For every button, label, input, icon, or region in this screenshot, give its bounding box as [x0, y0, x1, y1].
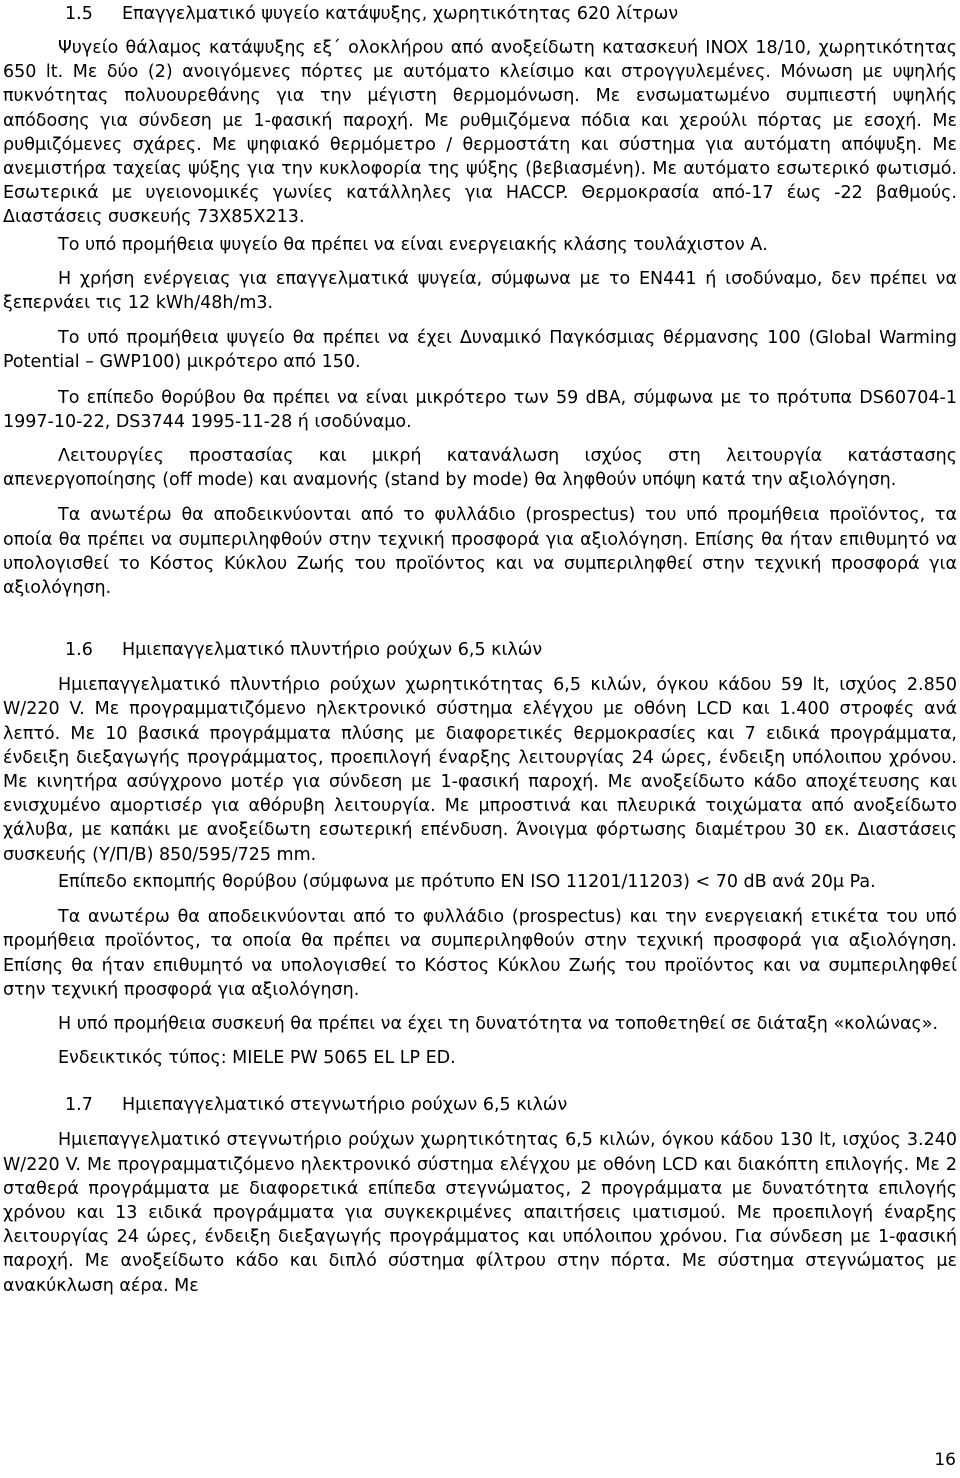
paragraph-1-5-energy-use: Η χρήση ενέργειας για επαγγελματικά ψυγεία, σύμφωνα με το EN441 ή ισοδύναμο, δεν πρέπει να ξεπερνάει τις 12 kWh/48h/m3.	[3, 268, 957, 314]
paragraph-1-6-model: Ενδεικτικός τύπος: MIELE PW 5065 EL LP ED.	[58, 1048, 456, 1069]
paragraph-1-5-description: Ψυγείο θάλαμος κατάψυξης εξ΄ ολοκλήρου από ανοξείδωτη κατασκευή INOX 18/10, χωρητικότητας 650 lt. Με δύο (2) ανοιγόμενες πόρτες με αυτόματο κλείσιμο και στρογγυλεμένες. Μόνωση με υψηλής πυκνότητας πολυουρεθάνης για την μέγιστη θερμομόνωση. Με ενσωματωμένο συμπιεστή υψηλής απόδοσης για σύνδεση με 1-φασική παροχή. Με ρυθμιζόμενα πόδια και χερούλι πόρτας με εσοχή. Με ρυθμιζόμενες σχάρες. Με ψηφιακό θερμόμετρο / θερμοστάτη και σύστημα για αυτόματη απόψυξη. Με ανεμιστήρα ταχείας ψύξης για την κυκλοφορία της ψύξης (βεβιασμένη). Με αυτόματο εσωτερικό φωτισμό. Εσωτερικά με υγειονομικές γωνίες κατάλληλες για HACCP. Θερμοκρασία από-17 έως -22 βαθμούς. Διαστάσεις συσκευής 73Χ85Χ213.	[3, 38, 957, 228]
paragraph-1-5-gwp: Το υπό προμήθεια ψυγείο θα πρέπει να έχει Δυναμικό Παγκόσμιας θέρμανσης 100 (Global Warming Potential – GWP100) μικρότερο από 150.	[3, 328, 957, 373]
paragraph-1-5-standby: Λειτουργίες προστασίας και μικρή κατανάλωση ισχύος στη λειτουργία κατάστασης απενεργοποίησης (off mode) και αναμονής (stand by mode) θα ληφθούν υπόψη κατά την αξιολόγηση.	[3, 446, 957, 491]
paragraph-1-6-stacking: Η υπό προμήθεια συσκευή θα πρέπει να έχει τη δυνατότητα να τοποθετηθεί σε διάταξη «κολώνας».	[58, 1013, 939, 1034]
paragraph-1-5-energy-class: Το υπό προμήθεια ψυγείο θα πρέπει να είναι ενεργειακής κλάσης τουλάχιστον Α.	[58, 234, 768, 255]
paragraph-1-5-prospectus: Τα ανωτέρω θα αποδεικνύονται από το φυλλάδιο (prospectus) του υπό προμήθεια προϊόντος, τα οποία θα πρέπει να συμπεριληφθούν στην τεχνική προσφορά για αξιολόγηση. Επίσης θα ήταν επιθυμητό να υπολογισθεί το Κόστος Κύκλου Ζωής του προϊόντος και να συμπεριληφθεί στην τεχνική προσφορά για αξιολόγηση.	[3, 505, 957, 599]
paragraph-1-6-description: Ημιεπαγγελματικό πλυντήριο ρούχων χωρητικότητας 6,5 κιλών, όγκου κάδου 59 lt, ισχύος 2.850 W/220 V. Με προγραμματιζόμενο ηλεκτρονικό σύστημα ελέγχου με οθόνη LCD και 1.400 στροφές ανά λεπτό. Με 10 βασικά προγράμματα πλύσης με διαφορετικές θερμοκρασίες και 7 ειδικά προγράμματα, ένδειξη διεξαγωγής προγράμματος, προεπιλογή έναρξης λειτουργίας 24 ώρες, ένδειξη υπόλοιπου χρόνου. Με κινητήρα ασύγχρονο μοτέρ για σύνδεση με 1-φασική παροχή. Με ανοξείδωτο κάδο αποχέτευσης και ενισχυμένο αμορτισέρ για αθόρυβη λειτουργία. Με μπροστινά και πλευρικά τοιχώματα από ανοξείδωτο χάλυβα, με καπάκι με ανοξείδωτη εσωτερική επένδυση. Άνοιγμα φόρτωσης διαμέτρου 30 εκ. Διαστάσεις συσκευής (Υ/Π/Β) 850/595/725 mm.	[3, 675, 957, 865]
section-title: Ημιεπαγγελματικό πλυντήριο ρούχων 6,5 κιλών	[122, 640, 543, 661]
section-heading-1-6	[65, 638, 957, 662]
page-number: 16	[934, 1450, 956, 1470]
section-title: Ημιεπαγγελματικό στεγνωτήριο ρούχων 6,5 κιλών	[122, 1095, 568, 1116]
paragraph-1-6-prospectus: Τα ανωτέρω θα αποδεικνύονται από το φυλλάδιο (prospectus) και την ενεργειακή ετικέτα του υπό προμήθεια προϊόντος, τα οποία θα πρέπει να συμπεριληφθούν στην τεχνική προσφορά για αξιολόγηση. Επίσης θα ήταν επιθυμητό να υπολογισθεί το Κόστος Κύκλου Ζωής του προϊόντος και να συμπεριληφθεί στην τεχνική προσφορά για αξιολόγηση.	[3, 907, 957, 1000]
section-title: Επαγγελματικό ψυγείο κατάψυξης, χωρητικότητας 620 λίτρων	[122, 4, 679, 24]
section-number: 1.5	[65, 4, 93, 24]
section-number: 1.6	[65, 640, 93, 661]
paragraph-1-5-noise: Το επίπεδο θορύβου θα πρέπει να είναι μικρότερο των 59 dBA, σύμφωνα με το πρότυπα DS60704-1 1997-10-22, DS3744 1995-11-28 ή ισοδύναμο.	[3, 387, 957, 432]
paragraph-1-7-description: Ημιεπαγγελματικό στεγνωτήριο ρούχων χωρητικότητας 6,5 κιλών, όγκου κάδου 130 lt, ισχύος 3.240 W/220 V. Με προγραμματιζόμενο ηλεκτρονικό σύστημα ελέγχου με οθόνη LCD και διακόπτη επιλογής. Με 2 σταθερά προγράμματα με διαφορετικά επίπεδα στεγνώματος, 2 προγράμματα με δυνατότητα επιλογής χρόνου και 13 ειδικά προγράμματα για συγκεκριμένες απαιτήσεις ιματισμού. Με προεπιλογή έναρξης λειτουργίας 24 ώρες, ένδειξη διεξαγωγής προγράμματος και υπόλοιπου χρόνου. Για σύνδεση με 1-φασική παροχή. Με ανοξείδωτο κάδο και διπλό σύστημα φίλτρου στην πόρτα. Με σύστημα στεγνώματος με ανακύκλωση αέρα. Με	[3, 1130, 957, 1296]
paragraph-1-6-noise: Επίπεδο εκπομπής θορύβου (σύμφωνα με πρότυπο EN ISO 11201/11203) < 70 dB ανά 20μ Pa.	[58, 871, 876, 892]
section-heading-1-7	[65, 1093, 957, 1117]
section-number: 1.7	[65, 1095, 93, 1116]
document-page	[3, 0, 957, 1298]
section-heading-1-5	[65, 2, 957, 26]
